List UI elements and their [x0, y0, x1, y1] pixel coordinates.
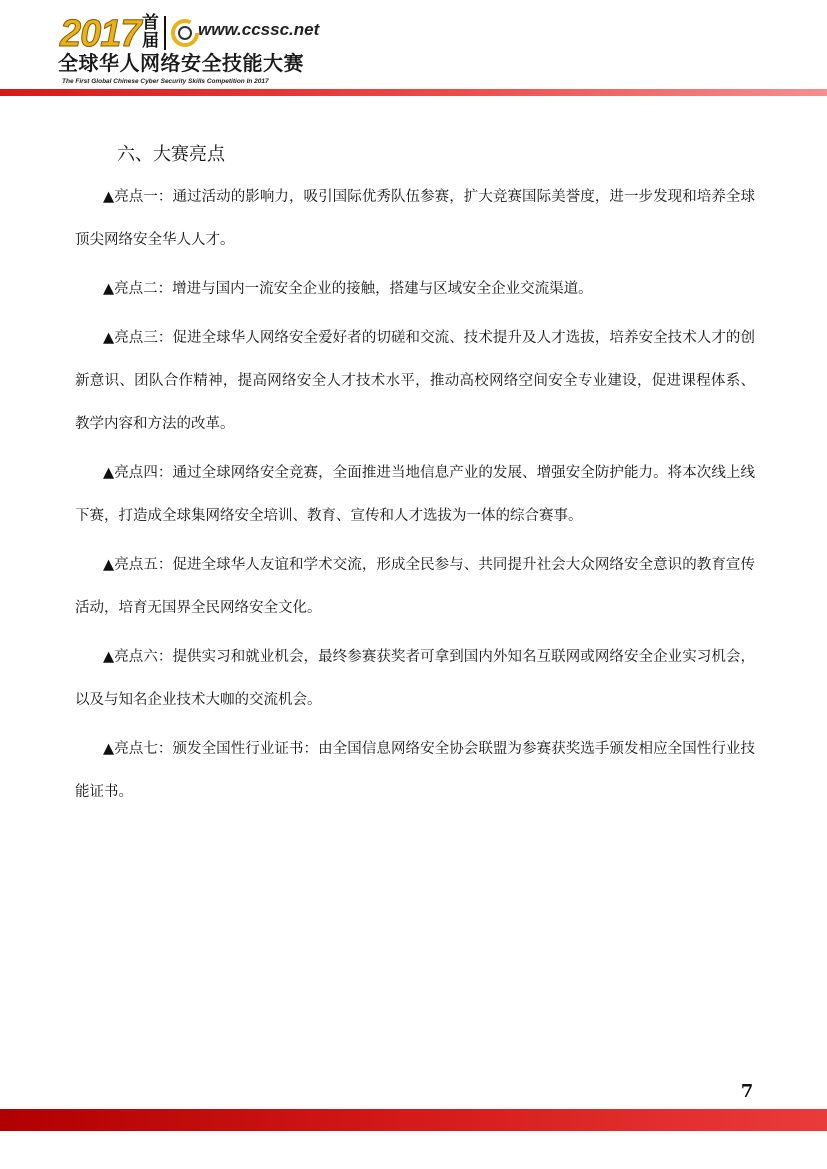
logo-url: www.ccssc.net: [198, 20, 320, 39]
highlight-paragraph: ▲亮点七：颁发全国性行业证书：由全国信息网络安全协会联盟为参赛获奖选手颁发相应全国性行业技能证书。: [75, 741, 755, 800]
logo-title: 全球华人网络安全技能大赛: [58, 51, 304, 75]
highlight-paragraph: ▲亮点三：促进全球华人网络安全爱好者的切磋和交流、技术提升及人才选拔，培养安全技术人才的创新意识、团队合作精神，提高网络安全人才技术水平，推动高校网络空间安全专业建设，促进课程体系、教学内容和方法的改革。: [75, 330, 755, 432]
highlight-paragraph: ▲亮点二：增进与国内一流安全企业的接触，搭建与区域安全企业交流渠道。: [103, 281, 593, 297]
footer-bar: [0, 1109, 827, 1131]
page-number: 7: [740, 1081, 754, 1102]
header-divider: [0, 89, 827, 96]
page-header: [0, 0, 827, 100]
section-heading: 六、大赛亮点: [117, 144, 225, 165]
logo-subtitle: The First Global Chinese Cyber Security Skills Competition In 2017: [62, 78, 269, 85]
logo-emblem-icon: [170, 18, 200, 48]
logo-year: 2017: [60, 13, 141, 55]
logo-first-edition: 首届: [142, 13, 159, 51]
highlight-paragraph: ▲亮点六：提供实习和就业机会，最终参赛获奖者可拿到国内外知名互联网或网络安全企业实习机会，以及与知名企业技术大咖的交流机会。: [75, 649, 755, 708]
logo-divider: [164, 16, 166, 50]
highlight-paragraph: ▲亮点四：通过全球网络安全竞赛，全面推进当地信息产业的发展、增强安全防护能力。将本次线上线下赛，打造成全球集网络安全培训、教育、宣传和人才选拔为一体的综合赛事。: [75, 465, 755, 524]
highlight-paragraph: ▲亮点五：促进全球华人友谊和学术交流，形成全民参与、共同提升社会大众网络安全意识的教育宣传活动，培育无国界全民网络安全文化。: [75, 557, 755, 616]
document-body: [75, 140, 755, 814]
competition-logo: [58, 8, 338, 88]
highlight-paragraph: ▲亮点一：通过活动的影响力，吸引国际优秀队伍参赛，扩大竞赛国际美誉度，进一步发现和培养全球顶尖网络安全华人人才。: [75, 189, 755, 248]
